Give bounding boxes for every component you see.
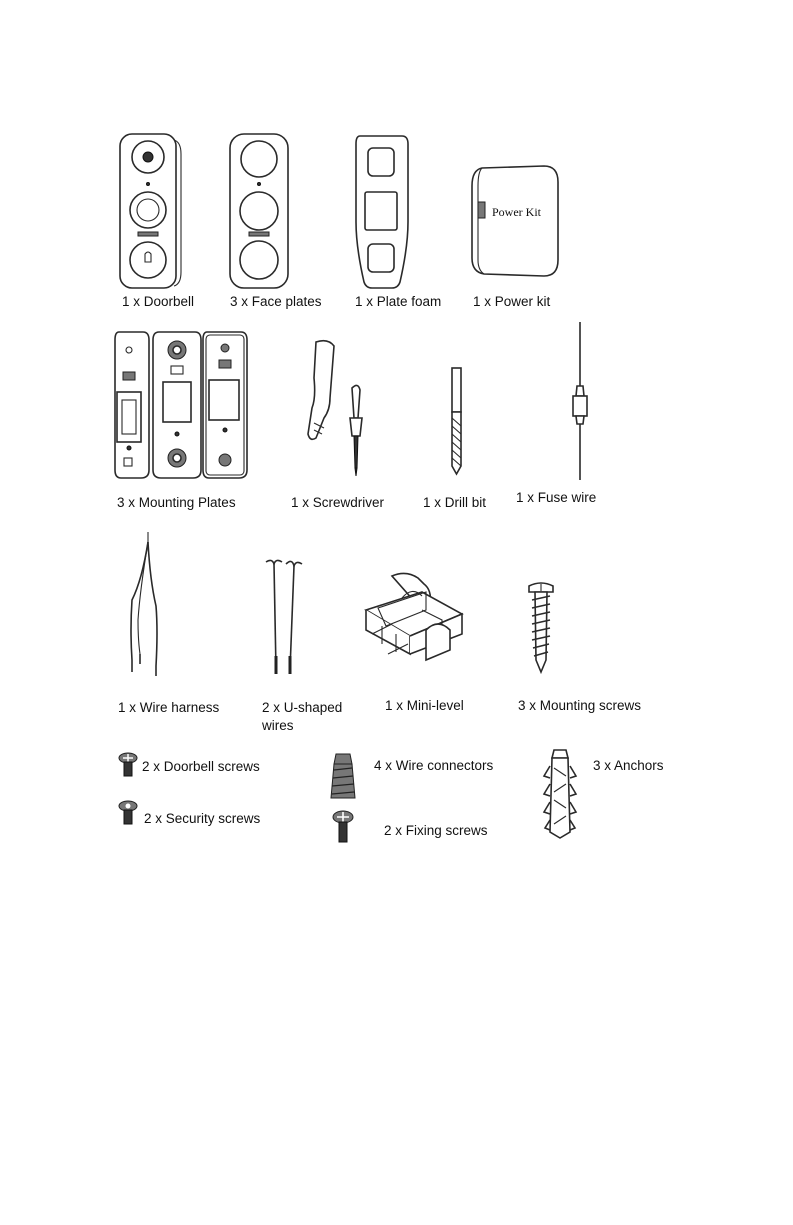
face-plates-illustration [228, 132, 292, 292]
face-plates-label: 3 x Face plates [230, 294, 322, 309]
screwdriver-illustration [302, 338, 382, 483]
plate-foam-label: 1 x Plate foam [355, 294, 442, 309]
wire-harness-label: 1 x Wire harness [118, 700, 220, 715]
fixing-screw-illustration [332, 810, 354, 844]
mini-level-label: 1 x Mini-level [385, 698, 464, 713]
mini-level-illustration [362, 570, 468, 670]
u-shaped-wires-illustration [262, 556, 308, 678]
mounting-screws-label: 3 x Mounting screws [518, 698, 642, 713]
drill-bit-illustration [446, 366, 468, 476]
doorbell-screw-illustration [118, 752, 138, 778]
mounting-plates-label: 3 x Mounting Plates [117, 495, 236, 510]
doorbell-label: 1 x Doorbell [122, 294, 195, 309]
power-kit-label: 1 x Power kit [473, 294, 551, 309]
security-screw-illustration [118, 800, 138, 826]
anchors-label: 3 x Anchors [593, 758, 664, 773]
wire-connectors-label: 4 x Wire connectors [374, 758, 494, 773]
power-kit-illustration [468, 162, 564, 282]
fixing-screws-label: 2 x Fixing screws [384, 823, 488, 838]
doorbell-illustration [118, 132, 182, 292]
plate-foam-illustration [352, 132, 412, 292]
doorbell-screws-label: 2 x Doorbell screws [142, 759, 260, 774]
mounting-plates-illustration [113, 330, 249, 482]
security-screws-label: 2 x Security screws [144, 811, 261, 826]
wire-connector-illustration [328, 752, 358, 802]
drill-bit-label: 1 x Drill bit [423, 495, 487, 510]
mounting-screw-illustration [526, 582, 556, 674]
screwdriver-label: 1 x Screwdriver [291, 495, 385, 510]
u-shaped-wires-label: 2 x U-shaped wires [262, 700, 343, 733]
anchor-illustration [540, 748, 580, 840]
fuse-wire-label: 1 x Fuse wire [516, 490, 597, 505]
wire-harness-illustration [120, 530, 170, 680]
fuse-wire-illustration [568, 320, 592, 482]
power-kit-text: Power Kit [492, 205, 541, 219]
